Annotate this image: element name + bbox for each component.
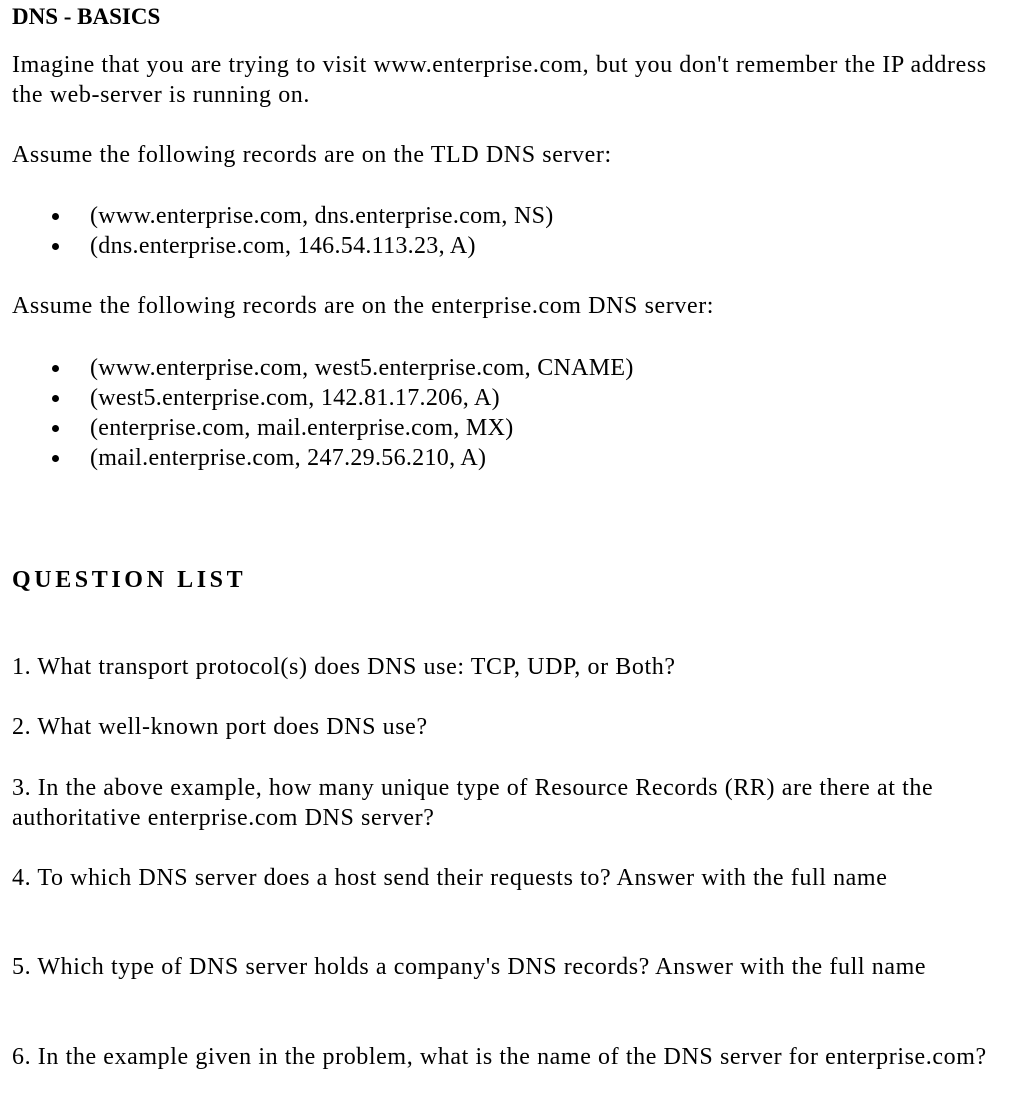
list-item: (www.enterprise.com, dns.enterprise.com, NS) bbox=[12, 201, 554, 231]
question-list-heading: QUESTION LIST bbox=[12, 567, 247, 593]
list-item: (mail.enterprise.com, 247.29.56.210, A) bbox=[12, 443, 634, 473]
question-4: 4. To which DNS server does a host send their requests to? Answer with the full name bbox=[12, 865, 888, 891]
tld-records-list bbox=[12, 201, 554, 261]
intro-paragraph: Imagine that you are trying to visit www.enterprise.com, but you don't remember the IP address the web-server is running on. bbox=[12, 52, 987, 108]
question-5: 5. Which type of DNS server holds a company's DNS records? Answer with the full name bbox=[12, 954, 927, 980]
bullet-icon bbox=[52, 365, 59, 372]
list-item: (enterprise.com, mail.enterprise.com, MX) bbox=[12, 413, 634, 443]
list-item: (dns.enterprise.com, 146.54.113.23, A) bbox=[12, 231, 554, 261]
enterprise-records-list bbox=[12, 353, 634, 473]
list-item: (west5.enterprise.com, 142.81.17.206, A) bbox=[12, 383, 634, 413]
page-title: DNS - BASICS bbox=[12, 4, 161, 29]
question-3: 3. In the above example, how many unique type of Resource Records (RR) are there at the authoritative enterprise.com DNS server? bbox=[12, 775, 934, 831]
question-2: 2. What well-known port does DNS use? bbox=[12, 714, 428, 740]
question-1: 1. What transport protocol(s) does DNS use: TCP, UDP, or Both? bbox=[12, 654, 676, 680]
bullet-icon bbox=[52, 243, 59, 250]
bullet-icon bbox=[52, 213, 59, 220]
bullet-icon bbox=[52, 395, 59, 402]
list-item: (www.enterprise.com, west5.enterprise.com, CNAME) bbox=[12, 353, 634, 383]
tld-records-heading: Assume the following records are on the TLD DNS server: bbox=[12, 142, 612, 168]
bullet-icon bbox=[52, 455, 59, 462]
question-6: 6. In the example given in the problem, what is the name of the DNS server for enterprise.com? bbox=[12, 1044, 987, 1070]
enterprise-records-heading: Assume the following records are on the enterprise.com DNS server: bbox=[12, 293, 715, 319]
bullet-icon bbox=[52, 425, 59, 432]
